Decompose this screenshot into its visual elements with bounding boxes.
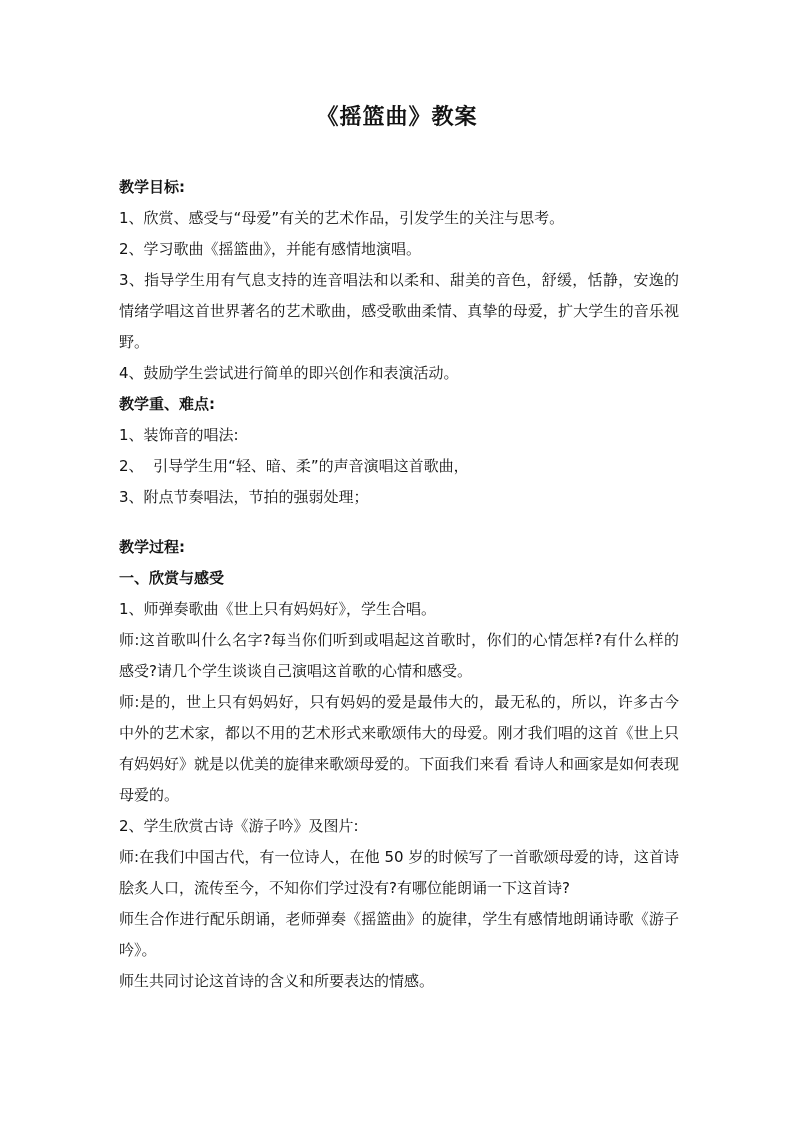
document-title: 《摇篮曲》教案 [316, 104, 478, 130]
key-point-item: 2、 引导学生用“轻、暗、柔”的声音演唱这首歌曲， [119, 457, 469, 475]
key-point-item: 1、装饰音的唱法: [119, 426, 239, 444]
goal-item: 3、指导学生用有气息支持的连音唱法和以柔和、甜美的音色，舒缓，恬静，安逸的情绪学唱这首世界著名的艺术歌曲，感受歌曲柔情、真挚的母爱，扩大学生的音乐视野。 [119, 271, 679, 351]
key-point-item: 3、附点节奏唱法，节拍的强弱处理； [119, 488, 369, 506]
process-heading: 教学过程: [119, 538, 185, 556]
process-paragraph: 师生共同讨论这首诗的含义和所要表达的情感。 [119, 972, 435, 990]
process-subheading: 一、欣赏与感受 [119, 569, 225, 587]
blank-line [119, 513, 679, 532]
goal-item: 4、鼓励学生尝试进行简单的即兴创作和表演活动。 [119, 364, 459, 382]
goal-item: 1、欣赏、感受与“母爱”有关的艺术作品，引发学生的关注与思考。 [119, 209, 565, 227]
process-paragraph: 师生合作进行配乐朗诵，老师弹奏《摇篮曲》的旋律，学生有感情地朗诵诗歌《游子吟》。 [119, 910, 679, 959]
process-paragraph: 师:这首歌叫什么名字?每当你们听到或唱起这首歌时，你们的心情怎样?有什么样的感受?请几个学生谈谈自己演唱这首歌的心情和感受。 [119, 631, 679, 680]
goals-heading: 教学目标: [119, 178, 185, 196]
key-points-heading: 教学重、难点: [119, 395, 215, 413]
process-paragraph: 师:在我们中国古代，有一位诗人，在他 50 岁的时候写了一首歌颂母爱的诗，这首诗脍炙人口，流传至今，不知你们学过没有?有哪位能朗诵一下这首诗? [119, 848, 679, 897]
process-paragraph: 2、学生欣赏古诗《游子吟》及图片: [119, 817, 359, 835]
process-paragraph: 师:是的，世上只有妈妈好，只有妈妈的爱是最伟大的，最无私的，所以，许多古今中外的艺术家，都以不用的艺术形式来歌颂伟大的母爱。刚才我们唱的这首《世上只有妈妈好》就是以优美的旋律来歌颂母爱的。下面我们来看 看诗人和画家是如何表现母爱的。 [119, 693, 679, 804]
process-paragraph: 1、师弹奏歌曲《世上只有妈妈好》，学生合唱。 [119, 600, 437, 618]
goal-item: 2、学习歌曲《摇篮曲》，并能有感情地演唱。 [119, 240, 422, 258]
document-body [119, 172, 679, 997]
